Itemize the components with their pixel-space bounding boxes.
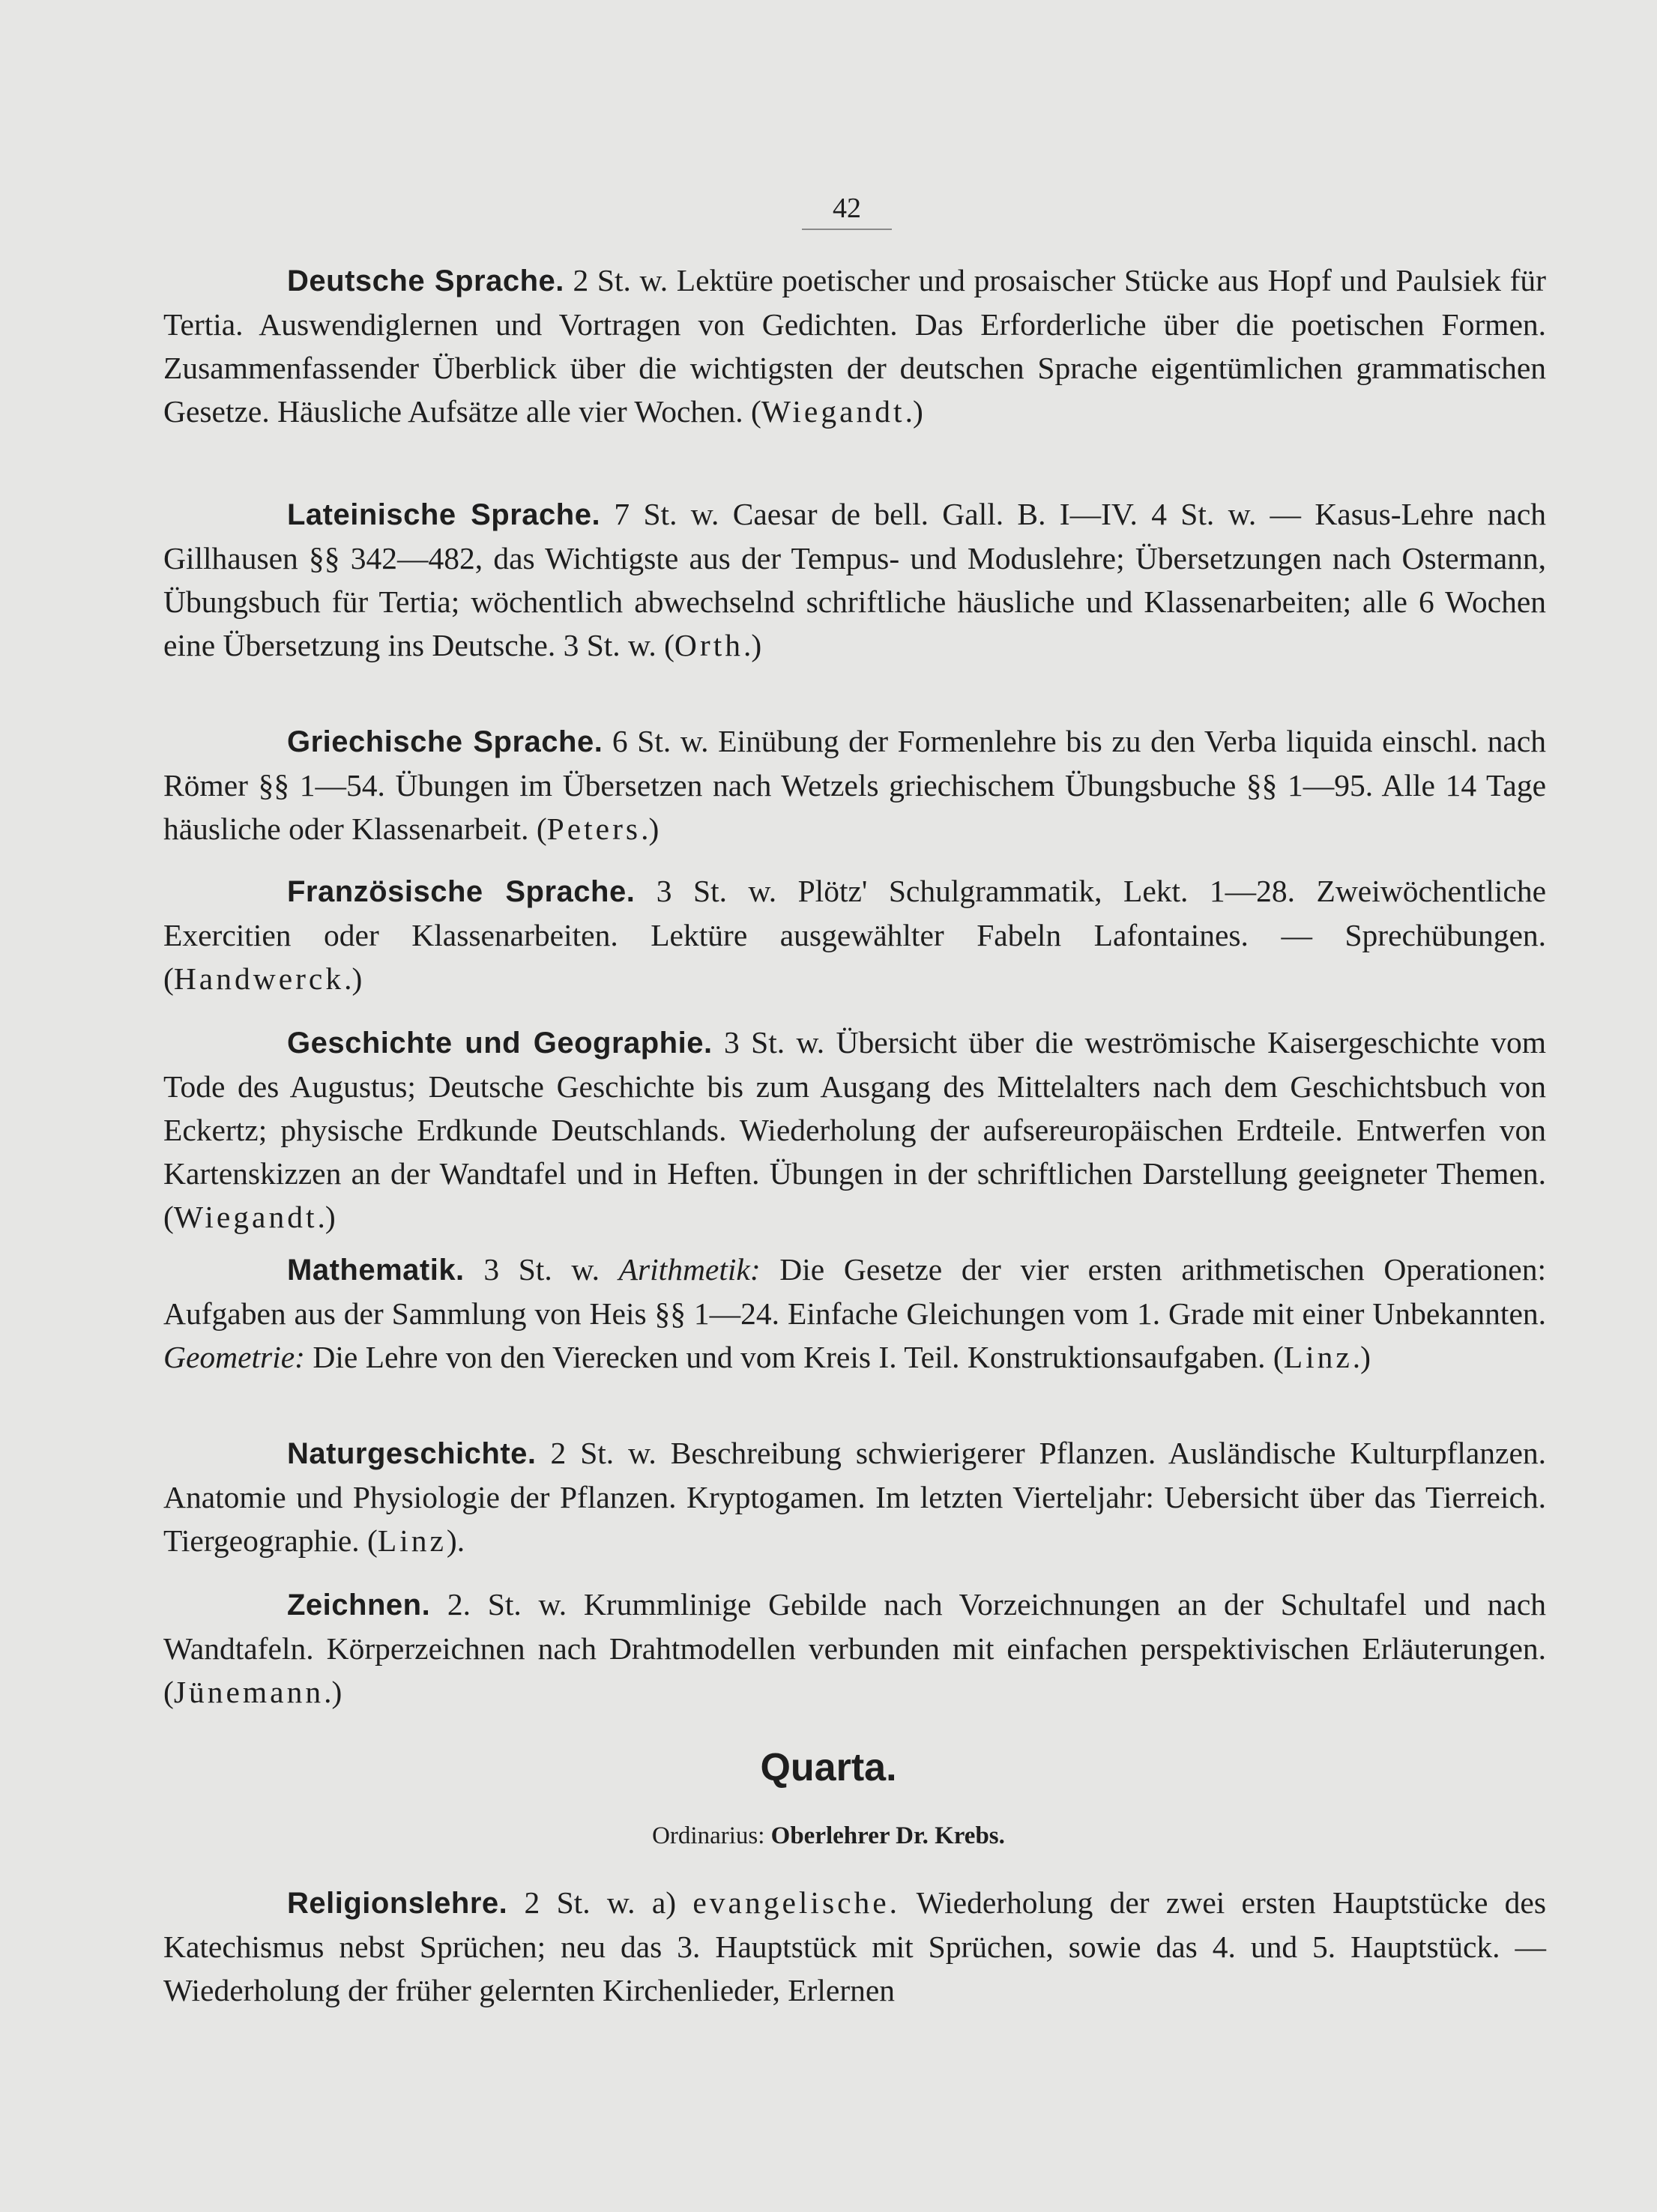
section-heading: Lateinische Sprache.	[287, 498, 601, 531]
section-heading: Zeichnen.	[287, 1589, 431, 1622]
section-end: ).	[446, 1523, 465, 1558]
section-text: 6 St. w. Einübung der Formenlehre bis zu den Verba liquida einschl. nach Römer §§ 1—54. Übungen im Übersetzen nach Wetzels griechischem Übungsbuche §§ 1—95. Alle 14 Tage häusliche oder Klassenarbeit. (	[163, 724, 1546, 846]
section-text: 2 St. w. a)	[507, 1885, 693, 1920]
teacher-name: Linz	[377, 1523, 447, 1558]
section-text: 3 St. w. Übersicht über die weströmische Kaisergeschichte vom Tode des Augustus; Deutsche Geschichte bis zum Ausgang des Mittelalters nach dem Geschichtsbuch von Eckertz; physische Erdkunde Deutschlands. Wiederholung der aufsereuropäischen Erdteile. Entwerfen von Kartenskizzen an der Wandtafel und in Heften. Übungen in der schriftlichen Darstellung geeigneter Themen. (	[163, 1025, 1546, 1234]
section-end: .)	[905, 394, 923, 429]
section-end: .)	[344, 961, 363, 996]
section-heading: Deutsche Sprache.	[287, 265, 564, 297]
teacher-name: Peters	[546, 812, 642, 846]
page-number: 42	[802, 191, 892, 230]
section-text: 2 St. w. Lektüre poetischer und prosaischer Stücke aus Hopf und Paulsiek für Tertia. Auswendiglernen und Vortragen von Gedichten. Das Erforderliche über die poetischen Formen. Zusammenfassender Überblick über die wichtigsten der deutschen Sprache eigentümlichen grammatischen Gesetze. Häusliche Aufsätze alle vier Wochen. (	[163, 263, 1546, 429]
section-end: .)	[641, 812, 660, 846]
section-end: .)	[743, 628, 762, 662]
religion-denomination: evangelische.	[692, 1885, 901, 1920]
subject-label-geometrie: Geometrie:	[163, 1340, 305, 1374]
section-deutsche-sprache	[163, 259, 1546, 433]
section-end: .)	[317, 1200, 336, 1234]
section-heading: Geschichte und Geographie.	[287, 1027, 713, 1060]
section-end: .)	[324, 1675, 342, 1709]
section-heading: Französische Sprache.	[287, 875, 636, 908]
section-heading: Naturgeschichte.	[287, 1437, 537, 1470]
section-text: 3 St. w.	[464, 1252, 619, 1287]
subject-label-arithmetik: Arithmetik:	[618, 1252, 761, 1287]
section-zeichnen	[163, 1583, 1546, 1714]
ordinarius-label: Ordinarius:	[652, 1822, 765, 1849]
teacher-name: Wiegandt	[173, 1200, 318, 1234]
section-text: Die Lehre von den Vierecken und vom Kreis I. Teil. Konstruktionsaufgaben. (	[304, 1340, 1284, 1374]
section-griechische-sprache	[163, 719, 1546, 850]
teacher-name: Wiegandt	[761, 394, 905, 429]
section-heading: Mathematik.	[287, 1254, 465, 1287]
section-mathematik	[163, 1248, 1546, 1379]
section-lateinische-sprache	[163, 492, 1546, 667]
quarta-title: Quarta.	[760, 1746, 897, 1789]
section-text: Die Gesetze der vier ersten arithmetischen Operationen: Aufgaben aus der Sammlung von Heis §§ 1—24. Einfache Gleichungen vom 1. Grade mit einer Unbekannten.	[163, 1252, 1546, 1331]
section-naturgeschichte	[163, 1431, 1546, 1562]
teacher-name: Orth	[674, 628, 743, 662]
section-heading: Religionslehre.	[287, 1887, 508, 1920]
section-text: 3 St. w. Plötz' Schulgrammatik, Lekt. 1—28. Zweiwöchentliche Exercitien oder Klassenarbeiten. Lektüre ausgewählter Fabeln Lafontaines. — Sprechübungen. (	[163, 874, 1546, 996]
section-geschichte-geographie	[163, 1021, 1546, 1239]
ordinarius-name: Oberlehrer Dr. Krebs.	[770, 1822, 1005, 1849]
ordinarius-line	[0, 1819, 1657, 1852]
section-religionslehre	[163, 1881, 1546, 2012]
section-franzoesische-sprache	[163, 869, 1546, 1000]
section-text: 7 St. w. Caesar de bell. Gall. B. I—IV. 4 St. w. — Kasus-Lehre nach Gillhausen §§ 342—482, das Wichtigste aus der Tempus- und Moduslehre; Übersetzungen nach Ostermann, Übungsbuch für Tertia; wöchentlich abwechselnd schriftliche häusliche und Klassenarbeiten; alle 6 Wochen eine Übersetzung ins Deutsche. 3 St. w. (	[163, 497, 1547, 662]
section-heading: Griechische Sprache.	[287, 725, 603, 758]
section-end: .)	[1352, 1340, 1371, 1374]
section-text: 2 St. w. Beschreibung schwierigerer Pflanzen. Ausländische Kulturpflanzen. Anatomie und Physiologie der Pflanzen. Kryptogamen. Im letzten Vierteljahr: Uebersicht über das Tierreich. Tiergeographie. (	[163, 1436, 1546, 1558]
section-text: 2. St. w. Krummlinige Gebilde nach Vorzeichnungen an der Schultafel und nach Wandtafeln. Körperzeichnen nach Drahtmodellen verbunden mit einfachen perspektivischen Erläuterungen. (	[163, 1587, 1546, 1709]
teacher-name: Handwerck	[173, 961, 345, 996]
teacher-name: Jünemann	[173, 1675, 325, 1709]
section-text: Wiederholung der zwei ersten Hauptstücke des Katechismus nebst Sprüchen; neu das 3. Hauptstück mit Sprüchen, sowie das 4. und 5. Hauptstück. — Wiederholung der früher gelernten Kirchenlieder, Erlernen	[163, 1885, 1547, 2007]
teacher-name: Linz	[1283, 1340, 1353, 1374]
